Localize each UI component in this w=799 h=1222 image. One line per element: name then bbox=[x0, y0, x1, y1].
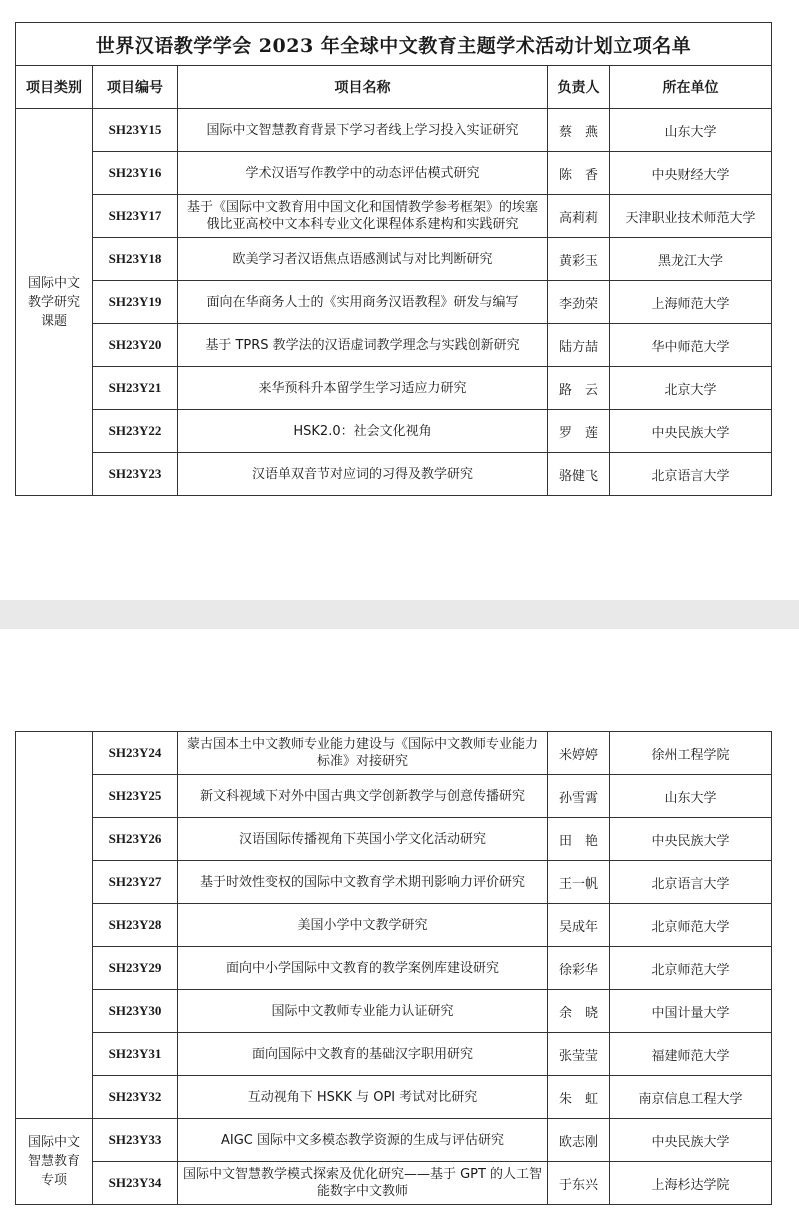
category-line: 课题 bbox=[40, 313, 67, 329]
unit-cell: 黑龙江大学 bbox=[610, 238, 772, 281]
table-row bbox=[16, 732, 772, 775]
category-line: 智慧教育 bbox=[27, 1154, 80, 1169]
code-cell: SH23Y21 bbox=[93, 367, 178, 410]
name-cell: 国际中文教师专业能力认证研究 bbox=[178, 990, 548, 1033]
name-cell: AIGC 国际中文多模态教学资源的生成与评估研究 bbox=[178, 1119, 548, 1162]
header-leader: 负责人 bbox=[548, 66, 610, 109]
table-row bbox=[16, 818, 772, 861]
code-cell: SH23Y17 bbox=[93, 195, 178, 238]
unit-cell: 徐州工程学院 bbox=[610, 732, 772, 775]
code-cell: SH23Y30 bbox=[93, 990, 178, 1033]
unit-cell: 中国计量大学 bbox=[610, 990, 772, 1033]
table-row bbox=[16, 281, 772, 324]
name-cell: 基于时效性变权的国际中文教育学术期刊影响力评价研究 bbox=[178, 861, 548, 904]
table-row bbox=[16, 775, 772, 818]
leader-cell: 徐彩华 bbox=[548, 947, 610, 990]
code-cell: SH23Y25 bbox=[93, 775, 178, 818]
table-row bbox=[16, 1076, 772, 1119]
table-row bbox=[16, 1119, 772, 1162]
name-cell: HSK2.0：社会文化视角 bbox=[178, 410, 548, 453]
leader-cell: 孙雪霄 bbox=[548, 775, 610, 818]
leader-cell: 于东兴 bbox=[548, 1162, 610, 1205]
name-cell: 基于《国际中文教育用中国文化和国情教学参考框架》的埃塞俄比亚高校中文本科专业文化课程体系建构和实践研究 bbox=[178, 195, 548, 238]
leader-cell: 米婷婷 bbox=[548, 732, 610, 775]
code-cell: SH23Y26 bbox=[93, 818, 178, 861]
table-row bbox=[16, 195, 772, 238]
code-cell: SH23Y19 bbox=[93, 281, 178, 324]
table-row bbox=[16, 367, 772, 410]
header-unit: 所在单位 bbox=[610, 66, 772, 109]
name-cell: 国际中文智慧教育背景下学习者线上学习投入实证研究 bbox=[178, 109, 548, 152]
leader-cell: 黄彩玉 bbox=[548, 238, 610, 281]
name-cell: 学术汉语写作教学中的动态评估模式研究 bbox=[178, 152, 548, 195]
name-cell: 来华预科升本留学生学习适应力研究 bbox=[178, 367, 548, 410]
page-separator bbox=[0, 600, 799, 629]
project-table-part1 bbox=[15, 22, 772, 496]
code-cell: SH23Y29 bbox=[93, 947, 178, 990]
category-line: 国际中文 bbox=[27, 275, 80, 291]
name-cell: 汉语单双音节对应词的习得及教学研究 bbox=[178, 453, 548, 496]
code-cell: SH23Y18 bbox=[93, 238, 178, 281]
project-table-part2 bbox=[15, 731, 772, 1205]
code-cell: SH23Y24 bbox=[93, 732, 178, 775]
name-cell: 蒙古国本土中文教师专业能力建设与《国际中文教师专业能力标准》对接研究 bbox=[178, 732, 548, 775]
leader-cell: 张莹莹 bbox=[548, 1033, 610, 1076]
table-row bbox=[16, 904, 772, 947]
name-cell: 面向国际中文教育的基础汉字职用研究 bbox=[178, 1033, 548, 1076]
code-cell: SH23Y16 bbox=[93, 152, 178, 195]
category-line: 教学研究 bbox=[27, 294, 80, 310]
table-row bbox=[16, 861, 772, 904]
name-cell: 国际中文智慧教学模式探索及优化研究——基于 GPT 的人工智能数字中文教师 bbox=[178, 1162, 548, 1205]
unit-cell: 北京大学 bbox=[610, 367, 772, 410]
header-name: 项目名称 bbox=[178, 66, 548, 109]
code-cell: SH23Y22 bbox=[93, 410, 178, 453]
unit-cell: 北京语言大学 bbox=[610, 453, 772, 496]
code-cell: SH23Y20 bbox=[93, 324, 178, 367]
unit-cell: 北京语言大学 bbox=[610, 861, 772, 904]
unit-cell: 华中师范大学 bbox=[610, 324, 772, 367]
category-line: 国际中文 bbox=[27, 1135, 80, 1150]
code-cell: SH23Y34 bbox=[93, 1162, 178, 1205]
header-category: 项目类别 bbox=[16, 66, 93, 109]
code-cell: SH23Y15 bbox=[93, 109, 178, 152]
unit-cell: 中央财经大学 bbox=[610, 152, 772, 195]
category-cell-research bbox=[16, 109, 93, 496]
unit-cell: 上海师范大学 bbox=[610, 281, 772, 324]
table-row bbox=[16, 238, 772, 281]
name-cell: 新文科视域下对外中国古典文学创新教学与创意传播研究 bbox=[178, 775, 548, 818]
unit-cell: 山东大学 bbox=[610, 109, 772, 152]
unit-cell: 上海杉达学院 bbox=[610, 1162, 772, 1205]
leader-cell: 朱 虹 bbox=[548, 1076, 610, 1119]
unit-cell: 南京信息工程大学 bbox=[610, 1076, 772, 1119]
leader-cell: 王一帆 bbox=[548, 861, 610, 904]
table-row bbox=[16, 453, 772, 496]
table-row bbox=[16, 324, 772, 367]
unit-cell: 中央民族大学 bbox=[610, 1119, 772, 1162]
code-cell: SH23Y33 bbox=[93, 1119, 178, 1162]
leader-cell: 陆方喆 bbox=[548, 324, 610, 367]
table-row bbox=[16, 410, 772, 453]
name-cell: 基于 TPRS 教学法的汉语虚词教学理念与实践创新研究 bbox=[178, 324, 548, 367]
leader-cell: 蔡 燕 bbox=[548, 109, 610, 152]
unit-cell: 中央民族大学 bbox=[610, 410, 772, 453]
code-cell: SH23Y28 bbox=[93, 904, 178, 947]
code-cell: SH23Y27 bbox=[93, 861, 178, 904]
name-cell: 欧美学习者汉语焦点语感测试与对比判断研究 bbox=[178, 238, 548, 281]
leader-cell: 欧志刚 bbox=[548, 1119, 610, 1162]
header-code: 项目编号 bbox=[93, 66, 178, 109]
table-row bbox=[16, 1033, 772, 1076]
leader-cell: 高莉莉 bbox=[548, 195, 610, 238]
category-line: 专项 bbox=[40, 1173, 67, 1188]
unit-cell: 北京师范大学 bbox=[610, 947, 772, 990]
name-cell: 美国小学中文教学研究 bbox=[178, 904, 548, 947]
table-row bbox=[16, 152, 772, 195]
unit-cell: 福建师范大学 bbox=[610, 1033, 772, 1076]
category-cell-continued bbox=[16, 732, 93, 1119]
name-cell: 面向在华商务人士的《实用商务汉语教程》研发与编写 bbox=[178, 281, 548, 324]
leader-cell: 余 晓 bbox=[548, 990, 610, 1033]
leader-cell: 李劲荣 bbox=[548, 281, 610, 324]
leader-cell: 骆健飞 bbox=[548, 453, 610, 496]
leader-cell: 陈 香 bbox=[548, 152, 610, 195]
leader-cell: 田 艳 bbox=[548, 818, 610, 861]
leader-cell: 路 云 bbox=[548, 367, 610, 410]
leader-cell: 吴成年 bbox=[548, 904, 610, 947]
unit-cell: 中央民族大学 bbox=[610, 818, 772, 861]
table-row bbox=[16, 990, 772, 1033]
unit-cell: 山东大学 bbox=[610, 775, 772, 818]
table-row bbox=[16, 1162, 772, 1205]
name-cell: 互动视角下 HSKK 与 OPI 考试对比研究 bbox=[178, 1076, 548, 1119]
table-title: 世界汉语教学学会 2023 年全球中文教育主题学术活动计划立项名单 bbox=[16, 23, 772, 66]
name-cell: 汉语国际传播视角下英国小学文化活动研究 bbox=[178, 818, 548, 861]
unit-cell: 北京师范大学 bbox=[610, 904, 772, 947]
table-row bbox=[16, 947, 772, 990]
leader-cell: 罗 莲 bbox=[548, 410, 610, 453]
category-cell-smart bbox=[16, 1119, 93, 1205]
code-cell: SH23Y32 bbox=[93, 1076, 178, 1119]
name-cell: 面向中小学国际中文教育的教学案例库建设研究 bbox=[178, 947, 548, 990]
table-row bbox=[16, 109, 772, 152]
unit-cell: 天津职业技术师范大学 bbox=[610, 195, 772, 238]
code-cell: SH23Y31 bbox=[93, 1033, 178, 1076]
code-cell: SH23Y23 bbox=[93, 453, 178, 496]
